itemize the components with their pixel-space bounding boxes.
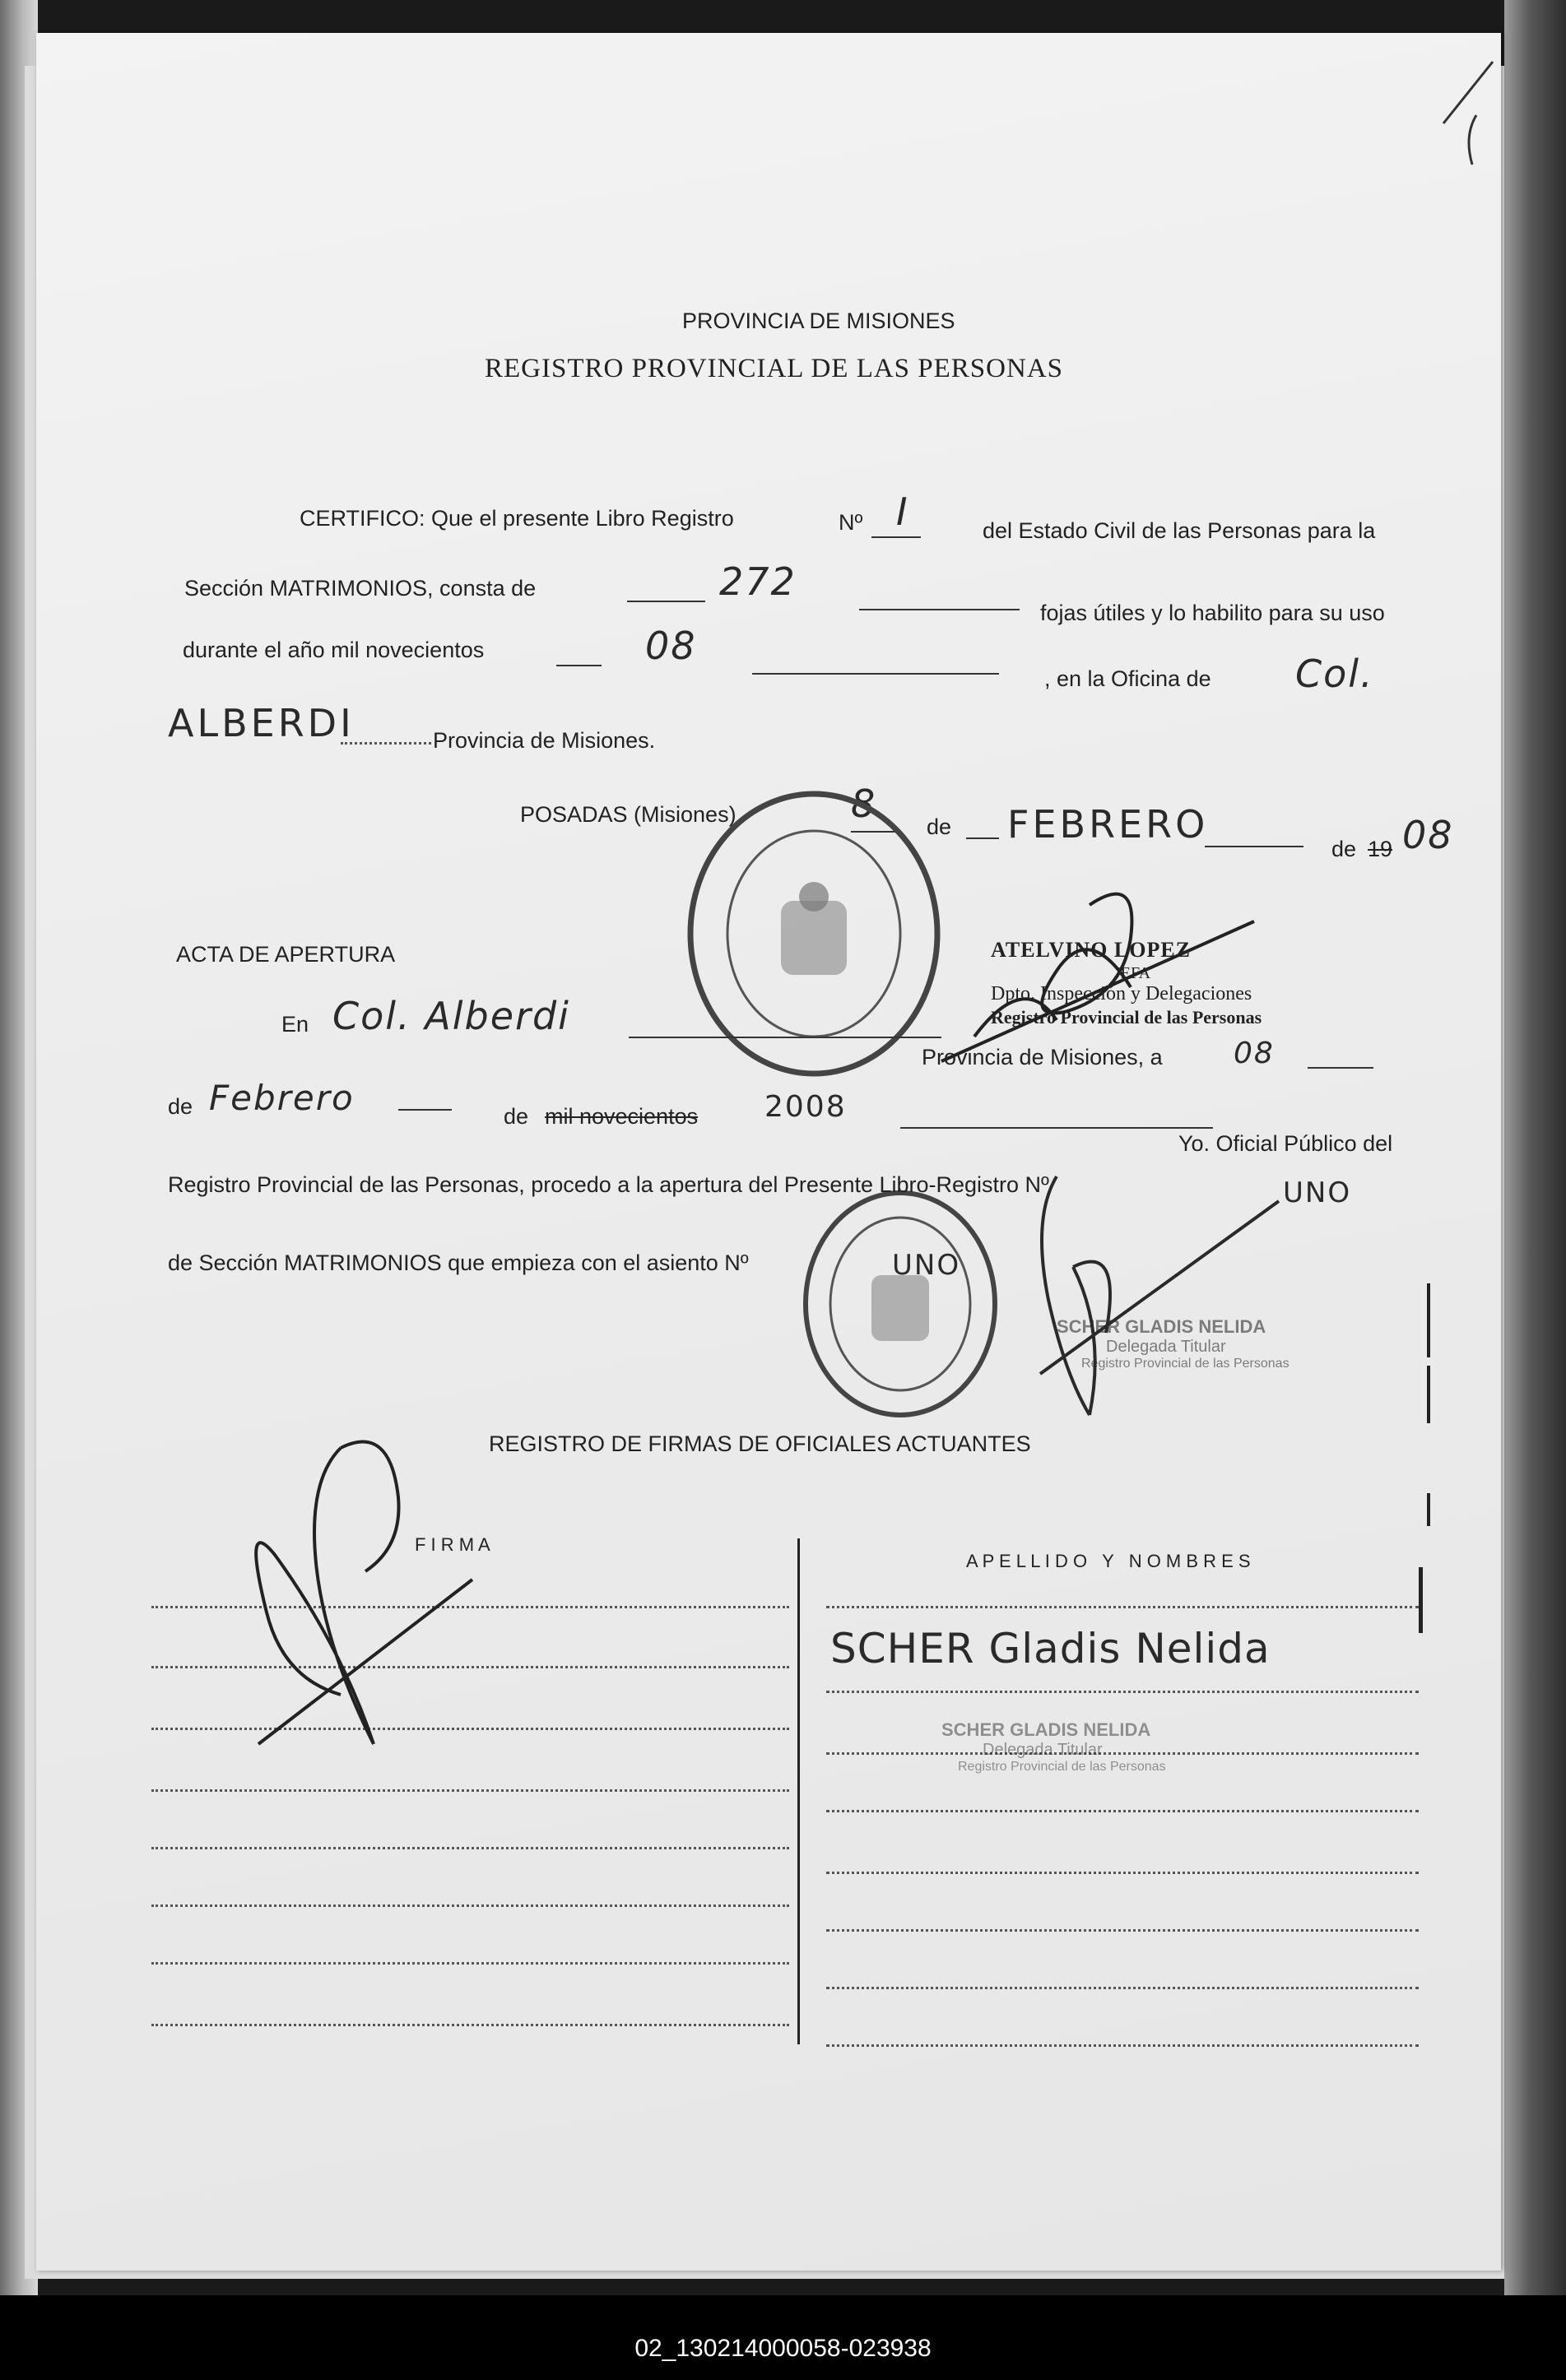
- opening-day: 08: [1234, 1037, 1275, 1070]
- opening-place-line: [629, 1037, 941, 1038]
- cert-office-dots: [341, 742, 431, 745]
- official-stamp-org: Registro Provincial de las Personas: [991, 1007, 1262, 1028]
- cert-year-prefix: 19: [1368, 837, 1393, 861]
- opening-line4: de Sección MATRIMONIOS que empieza con el asiento Nº: [168, 1250, 749, 1275]
- name-entry: SCHER Gladis Nelida: [830, 1625, 1271, 1672]
- names-row-line: [826, 1987, 1419, 1989]
- col-firma-header: F I R M A: [415, 1534, 490, 1555]
- delegate-stamp-upper-org: Registro Provincial de las Personas: [1081, 1357, 1290, 1371]
- opening-month: Febrero: [209, 1078, 355, 1118]
- opening-book-no: UNO: [1283, 1176, 1352, 1209]
- cert-month-line-b: [1205, 846, 1303, 847]
- document-page: [36, 33, 1501, 2271]
- cert-de1: de: [927, 814, 952, 839]
- names-row-line: [826, 1606, 1419, 1608]
- cert-line4-suffix: Provincia de Misiones.: [433, 728, 656, 753]
- official-stamp-role: JEFA: [1114, 964, 1151, 982]
- names-row-line: [826, 1929, 1419, 1932]
- firma-signature: [225, 1431, 489, 1777]
- delegate-stamp-lower-role: Delegada Titular: [983, 1741, 1103, 1759]
- cert-line2-suffix: fojas útiles y lo habilito para su uso: [1040, 601, 1385, 625]
- opening-place: Col. Alberdi: [332, 994, 570, 1038]
- cert-pages-line-a: [627, 601, 705, 602]
- firma-row-line: [151, 1904, 789, 1907]
- opening-entry-no: UNO: [892, 1249, 961, 1282]
- book-edge-right: [1504, 0, 1566, 2295]
- cert-book-no-line: [871, 536, 921, 538]
- cert-pages-line-b: [859, 609, 1020, 610]
- header-province: PROVINCIA DE MISIONES: [682, 309, 955, 333]
- corner-pencil-mark: [1435, 58, 1501, 173]
- names-row-line: [826, 1872, 1419, 1874]
- names-row-line: [826, 1810, 1419, 1812]
- cert-year-line-a: [556, 665, 602, 666]
- official-stamp-dept: Dpto. Inspección y Delegaciones: [991, 983, 1252, 1004]
- cert-pages: 272: [719, 559, 797, 604]
- opening-year: 2008: [764, 1090, 847, 1124]
- cert-year: 08: [645, 624, 697, 668]
- opening-day-line: [1308, 1067, 1373, 1069]
- opening-title: ACTA DE APERTURA: [176, 942, 396, 967]
- cert-book-no: I: [896, 489, 909, 534]
- names-row-line: [826, 2044, 1419, 2047]
- firma-row-line: [151, 1847, 789, 1849]
- delegate-stamp-lower-org: Registro Provincial de las Personas: [958, 1760, 1166, 1774]
- opening-month-line: [398, 1109, 452, 1111]
- cert-day: 8: [851, 782, 877, 826]
- official-stamp-name: ATELVINO LOPEZ: [991, 938, 1192, 962]
- cert-office-b: ALBERDI: [168, 701, 355, 745]
- delegate-stamp-lower: [941, 1719, 1188, 1775]
- opening-de1: de: [168, 1094, 193, 1119]
- cert-place: POSADAS (Misiones): [520, 802, 737, 827]
- cert-line1-prefix: CERTIFICO: Que el presente Libro Registro: [300, 506, 734, 531]
- round-seal-lower: [793, 1181, 1007, 1427]
- delegate-stamp-lower-name: SCHER GLADIS NELIDA: [941, 1719, 1151, 1740]
- margin-mark-1: [1427, 1283, 1430, 1357]
- opening-de2: de: [504, 1104, 529, 1129]
- delegate-signature-upper: [1007, 1168, 1287, 1431]
- cert-month: FEBRERO: [1007, 802, 1209, 847]
- opening-line3: Registro Provincial de las Personas, procedo a la apertura del Presente Libro-Registro Nº: [168, 1172, 1049, 1197]
- signatures-title: REGISTRO DE FIRMAS DE OFICIALES ACTUANTES: [489, 1431, 1031, 1456]
- column-divider: [797, 1538, 800, 2044]
- opening-en: En: [281, 1012, 309, 1037]
- cert-line3-suffix: , en la Oficina de: [1044, 666, 1211, 691]
- names-row-line: [826, 1691, 1419, 1693]
- cert-book-no-label: Nº: [839, 510, 863, 535]
- cert-line3-prefix: durante el año mil novecientos: [183, 638, 485, 662]
- cert-line2-prefix: Sección MATRIMONIOS, consta de: [184, 576, 537, 601]
- header-registry: REGISTRO PROVINCIAL DE LAS PERSONAS: [485, 354, 1064, 383]
- col-names-header: A P E L L I D O Y N O M B R E S: [966, 1551, 1251, 1571]
- margin-mark-4: [1419, 1567, 1423, 1633]
- cert-year-hand: 08: [1402, 813, 1454, 857]
- opening-struck: mil novecientos: [545, 1104, 699, 1129]
- delegate-stamp-upper-role: Delegada Titular: [1106, 1338, 1226, 1356]
- firma-row-line: [151, 1789, 789, 1792]
- cert-month-line-a: [966, 837, 999, 839]
- opening-province-text: Provincia de Misiones, a: [922, 1045, 1163, 1069]
- cert-year-line-b: [752, 673, 999, 675]
- cert-office-a: Col.: [1295, 652, 1374, 696]
- margin-mark-3: [1427, 1493, 1430, 1526]
- firma-row-line: [151, 2024, 789, 2026]
- delegate-stamp-upper-name: SCHER GLADIS NELIDA: [1057, 1316, 1266, 1337]
- image-caption: 02_130214000058-023938: [634, 2335, 932, 2362]
- margin-mark-2: [1427, 1366, 1430, 1423]
- opening-year-line: [900, 1127, 1213, 1129]
- firma-row-line: [151, 1962, 789, 1965]
- opening-officer-text: Yo. Oficial Público del: [1178, 1131, 1393, 1156]
- cert-line1-suffix: del Estado Civil de las Personas para la: [983, 518, 1376, 543]
- cert-de2: de: [1331, 837, 1357, 861]
